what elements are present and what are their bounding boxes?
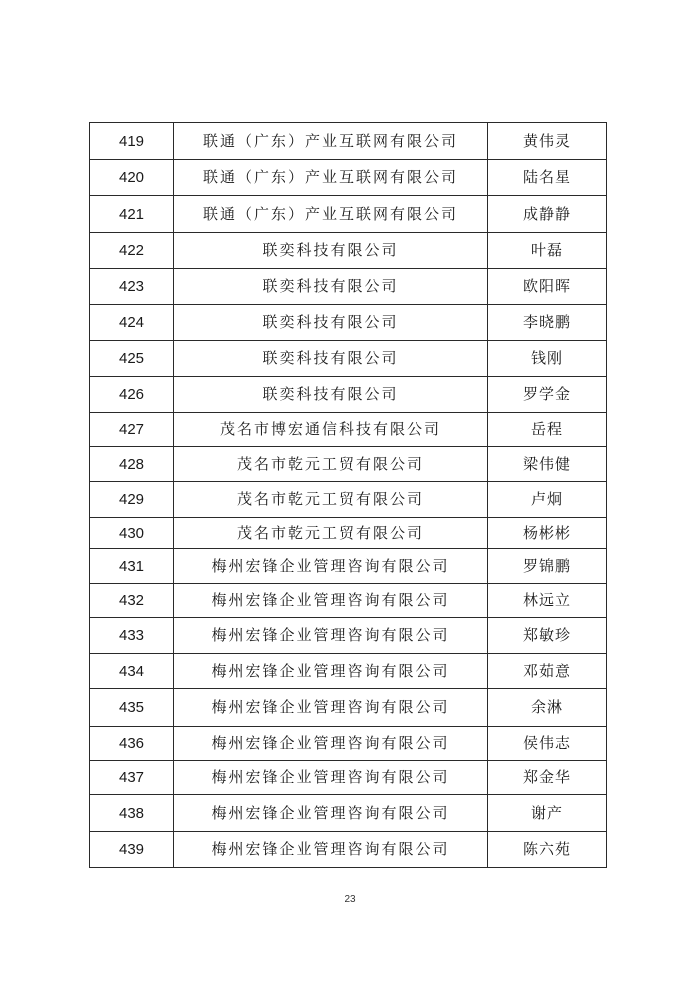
company-name: 联奕科技有限公司 [174, 305, 488, 341]
person-name: 欧阳晖 [488, 269, 607, 305]
row-number: 429 [90, 482, 174, 518]
person-name: 郑金华 [488, 761, 607, 795]
company-name: 梅州宏锋企业管理咨询有限公司 [174, 795, 488, 832]
table-row [90, 196, 607, 233]
company-name: 联通（广东）产业互联网有限公司 [174, 160, 488, 196]
table-row [90, 341, 607, 377]
table-row [90, 518, 607, 549]
person-name: 林远立 [488, 584, 607, 618]
row-number: 423 [90, 269, 174, 305]
row-number: 432 [90, 584, 174, 618]
table-row [90, 689, 607, 727]
table-row [90, 618, 607, 654]
row-number: 427 [90, 413, 174, 447]
company-name: 联通（广东）产业互联网有限公司 [174, 123, 488, 160]
table-row [90, 832, 607, 868]
table-row [90, 482, 607, 518]
row-number: 438 [90, 795, 174, 832]
company-name: 联奕科技有限公司 [174, 233, 488, 269]
table-row [90, 584, 607, 618]
table-row [90, 654, 607, 689]
person-name: 邓茹意 [488, 654, 607, 689]
company-name: 茂名市博宏通信科技有限公司 [174, 413, 488, 447]
row-number: 421 [90, 196, 174, 233]
row-number: 428 [90, 447, 174, 482]
roster-table [89, 122, 607, 868]
row-number: 436 [90, 727, 174, 761]
company-name: 梅州宏锋企业管理咨询有限公司 [174, 618, 488, 654]
company-name: 茂名市乾元工贸有限公司 [174, 447, 488, 482]
row-number: 424 [90, 305, 174, 341]
person-name: 罗锦鹏 [488, 549, 607, 584]
row-number: 426 [90, 377, 174, 413]
company-name: 梅州宏锋企业管理咨询有限公司 [174, 549, 488, 584]
table-body [90, 123, 607, 868]
row-number: 435 [90, 689, 174, 727]
person-name: 岳程 [488, 413, 607, 447]
person-name: 杨彬彬 [488, 518, 607, 549]
row-number: 419 [90, 123, 174, 160]
table-row [90, 795, 607, 832]
person-name: 侯伟志 [488, 727, 607, 761]
company-name: 茂名市乾元工贸有限公司 [174, 482, 488, 518]
table-row [90, 123, 607, 160]
person-name: 成静静 [488, 196, 607, 233]
person-name: 郑敏珍 [488, 618, 607, 654]
company-name: 联通（广东）产业互联网有限公司 [174, 196, 488, 233]
company-name: 梅州宏锋企业管理咨询有限公司 [174, 689, 488, 727]
company-name: 联奕科技有限公司 [174, 377, 488, 413]
row-number: 439 [90, 832, 174, 868]
person-name: 钱刚 [488, 341, 607, 377]
table-row [90, 727, 607, 761]
table-row [90, 447, 607, 482]
person-name: 罗学金 [488, 377, 607, 413]
company-name: 联奕科技有限公司 [174, 341, 488, 377]
table-row [90, 269, 607, 305]
row-number: 431 [90, 549, 174, 584]
person-name: 卢炯 [488, 482, 607, 518]
table-row [90, 160, 607, 196]
person-name: 余淋 [488, 689, 607, 727]
table-row [90, 413, 607, 447]
row-number: 430 [90, 518, 174, 549]
company-name: 梅州宏锋企业管理咨询有限公司 [174, 761, 488, 795]
page-number: 23 [344, 894, 356, 905]
person-name: 陆名星 [488, 160, 607, 196]
roster-table-container [89, 122, 606, 868]
table-row [90, 233, 607, 269]
person-name: 陈六苑 [488, 832, 607, 868]
row-number: 420 [90, 160, 174, 196]
row-number: 434 [90, 654, 174, 689]
row-number: 422 [90, 233, 174, 269]
company-name: 梅州宏锋企业管理咨询有限公司 [174, 584, 488, 618]
company-name: 茂名市乾元工贸有限公司 [174, 518, 488, 549]
company-name: 梅州宏锋企业管理咨询有限公司 [174, 727, 488, 761]
person-name: 梁伟健 [488, 447, 607, 482]
person-name: 李晓鹏 [488, 305, 607, 341]
company-name: 梅州宏锋企业管理咨询有限公司 [174, 654, 488, 689]
table-row [90, 377, 607, 413]
table-row [90, 761, 607, 795]
person-name: 谢产 [488, 795, 607, 832]
company-name: 梅州宏锋企业管理咨询有限公司 [174, 832, 488, 868]
table-row [90, 549, 607, 584]
row-number: 433 [90, 618, 174, 654]
person-name: 黄伟灵 [488, 123, 607, 160]
company-name: 联奕科技有限公司 [174, 269, 488, 305]
row-number: 437 [90, 761, 174, 795]
row-number: 425 [90, 341, 174, 377]
table-row [90, 305, 607, 341]
person-name: 叶磊 [488, 233, 607, 269]
